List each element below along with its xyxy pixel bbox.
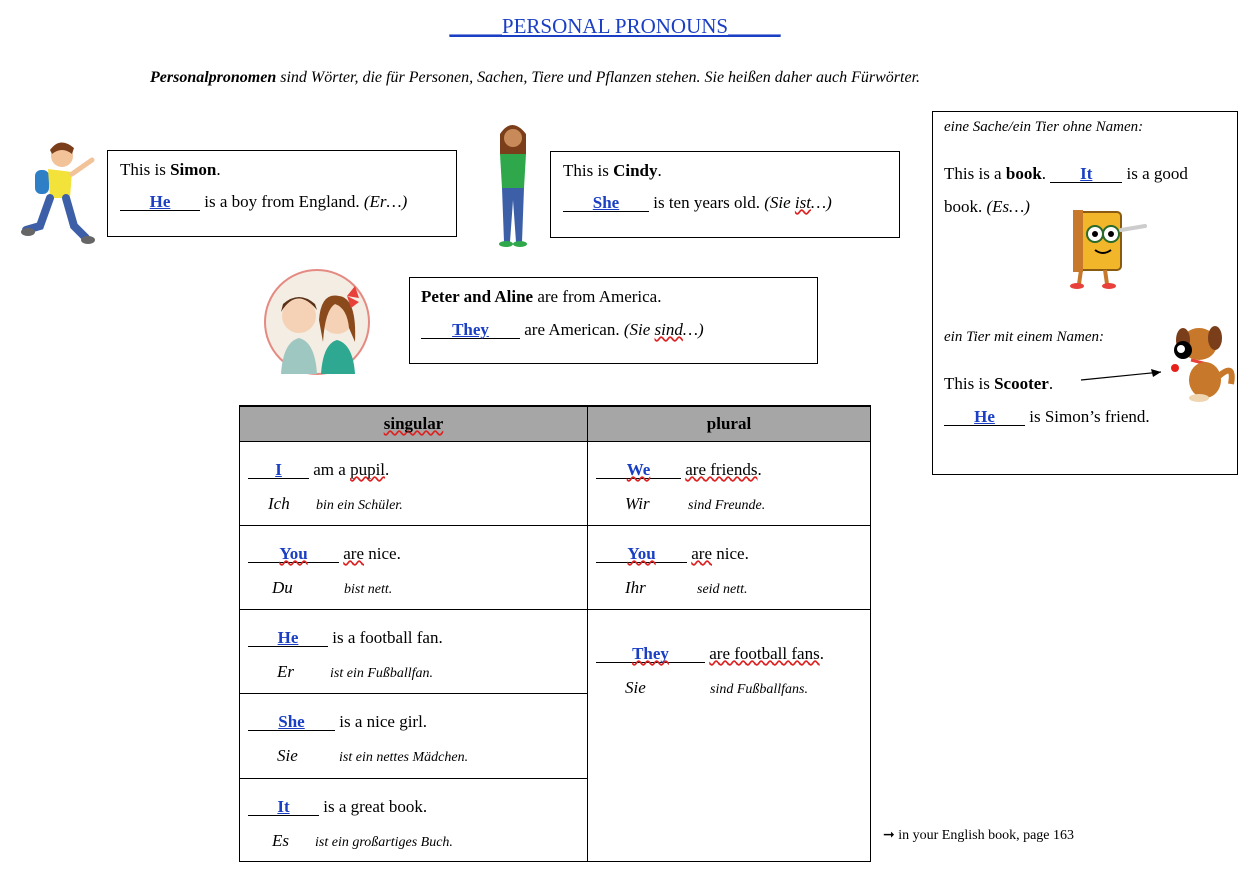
singular-row-she: She is a nice girl. Sie ist ein nettes Mädchen.	[240, 694, 588, 779]
plural-row-we: We are friends. Wir sind Freunde.	[588, 442, 871, 526]
simon-box	[107, 150, 457, 237]
dog-illustration	[1169, 318, 1237, 404]
cindy-answer[interactable]: She	[592, 193, 620, 212]
col-plural-header: plural	[588, 406, 871, 442]
pronoun-table	[239, 405, 871, 862]
singular-row-you: You are nice. Du bist nett.	[240, 526, 588, 610]
answer-you-singular[interactable]: You	[279, 544, 308, 563]
book-line2: book. (Es…)	[944, 197, 1030, 216]
singular-row-i: I am a pupil. Ich bin ein Schüler.	[240, 442, 588, 526]
arrow-icon	[1079, 366, 1171, 386]
plural-row-they: They are football fans. Sie sind Fußballfans.	[588, 610, 871, 862]
book-character-illustration	[1061, 200, 1161, 290]
col-singular-header: singular	[240, 406, 588, 442]
sidebar-box	[932, 111, 1238, 475]
answer-they[interactable]: They	[632, 644, 669, 663]
answer-she[interactable]: She	[278, 712, 305, 731]
singular-row-it: It is a great book. Es ist ein großartiges Buch.	[240, 779, 588, 862]
answer-it[interactable]: It	[277, 797, 290, 816]
cindy-line2: She is ten years old. (Sie ist…)	[563, 193, 832, 213]
plural-row-you: You are nice. Ihr seid nett.	[588, 526, 871, 610]
cindy-box	[550, 151, 900, 238]
boy-running-illustration	[20, 134, 98, 246]
peter-line1: Peter and Aline are from America.	[421, 287, 662, 306]
sidebar-heading-with-name: ein Tier mit einem Namen:	[944, 329, 1104, 345]
answer-you-plural[interactable]: You	[627, 544, 656, 563]
answer-we[interactable]: We	[626, 460, 651, 479]
scooter-line1: This is Scooter.	[944, 374, 1054, 393]
book-answer[interactable]: It	[1080, 164, 1093, 183]
peter-line2: They are American. (Sie sind…)	[421, 320, 704, 340]
scooter-line2: He is Simon’s friend.	[944, 407, 1150, 427]
book-reference-note: ➞ in your English book, page 163	[883, 828, 1074, 843]
peter-aline-box	[409, 277, 818, 364]
arrow-right-icon: ➞	[883, 828, 895, 843]
answer-i[interactable]: I	[275, 460, 282, 479]
girl-standing-illustration	[490, 120, 536, 250]
page-title: _____PERSONAL PRONOUNS_____	[449, 14, 781, 38]
answer-he[interactable]: He	[277, 628, 299, 647]
cindy-line1: This is Cindy.	[563, 161, 662, 180]
scooter-answer[interactable]: He	[974, 407, 995, 426]
simon-line2: He is a boy from England. (Er…)	[120, 192, 407, 212]
peter-aline-illustration	[263, 268, 371, 376]
simon-answer[interactable]: He	[149, 192, 171, 211]
singular-row-he: He is a football fan. Er ist ein Fußballfan.	[240, 610, 588, 694]
book-line1: This is a book. It is a good	[944, 164, 1188, 183]
peter-answer[interactable]: They	[452, 320, 489, 339]
simon-line1: This is Simon.	[120, 160, 221, 179]
sidebar-heading-no-name: eine Sache/ein Tier ohne Namen:	[944, 119, 1144, 135]
intro-text: Personalpronomen sind Wörter, die für Personen, Sachen, Tiere und Pflanzen stehen. Sie heißen daher auch Fürwörter.	[150, 69, 921, 86]
